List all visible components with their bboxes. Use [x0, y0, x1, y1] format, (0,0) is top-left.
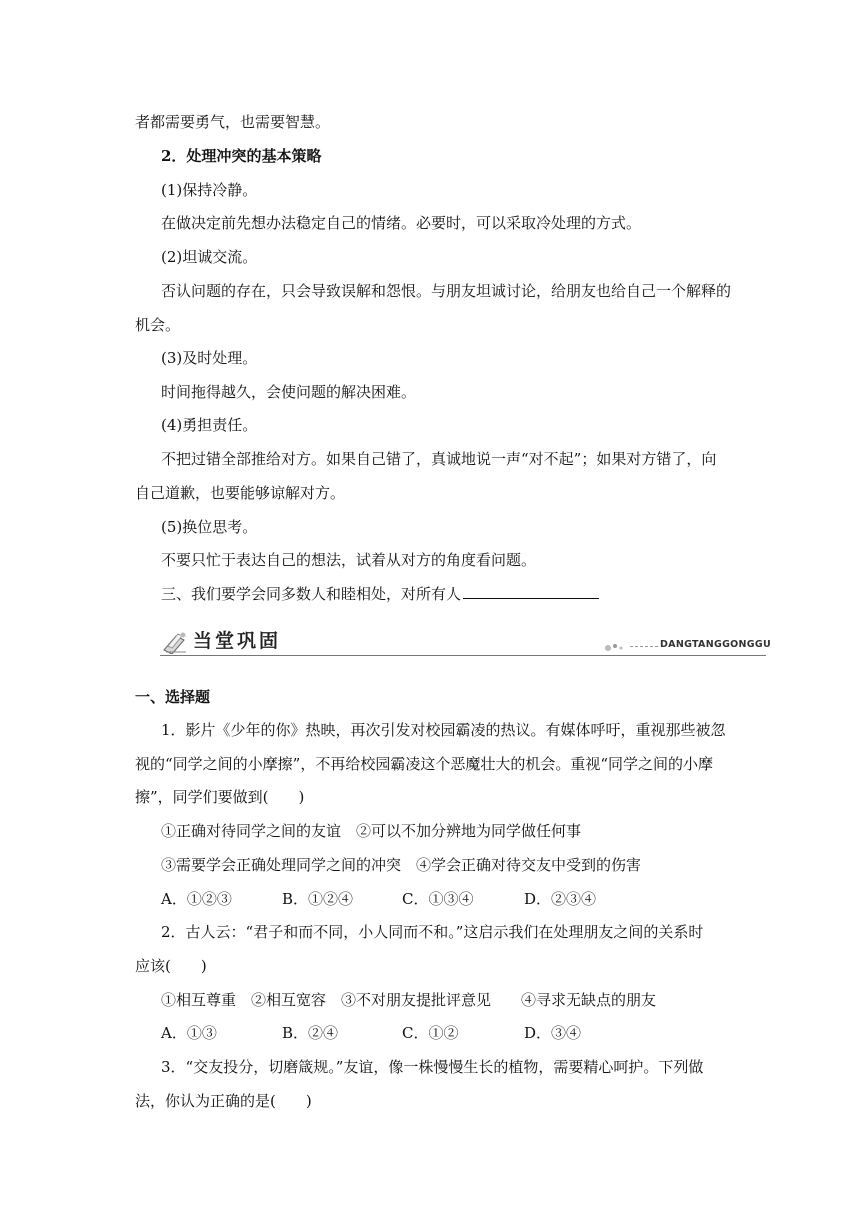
fill-blank[interactable]: [463, 584, 599, 599]
q2-stem-line2: 应该( ): [135, 957, 207, 975]
q1-options: [161, 889, 741, 909]
q2-option-a[interactable]: A．①③: [161, 1024, 217, 1042]
heading-strategies: 2．处理冲突的基本策略: [161, 147, 322, 165]
q2-option-d[interactable]: D．③④: [524, 1024, 582, 1042]
q2-option-c[interactable]: C．①②: [402, 1024, 459, 1042]
strategy-1-body: 在做决定前先想办法稳定自己的情绪。必要时，可以采取冷处理的方式。: [161, 214, 642, 232]
paragraph-continuation: 者都需要勇气，也需要智慧。: [135, 113, 331, 131]
q1-stem-line1: 1．影片《少年的你》热映，再次引发对校园霸凌的热议。有媒体呼吁，重视那些被忽: [161, 721, 726, 739]
q2-options: [161, 1023, 741, 1043]
q1-stem-line3: 擦”，同学们要做到( ): [135, 788, 305, 806]
strategy-4-body-line1: 不把过错全部推给对方。如果自己错了，真诚地说一声“对不起”；如果对方错了，向: [161, 450, 717, 468]
strategy-2-body-line1: 否认问题的存在，只会导致误解和怨恨。与朋友坦诚讨论，给朋友也给自己一个解释的: [161, 282, 732, 300]
q1-option-b[interactable]: B．①②④: [282, 890, 354, 908]
q1-stem-line2: 视的“同学之间的小摩擦”，不再给校园霸凌这个恶魔壮大的机会。重视“同学之间的小摩: [135, 755, 714, 773]
q1-option-a[interactable]: A．①②③: [161, 890, 232, 908]
q2-option-b[interactable]: B．②④: [282, 1024, 339, 1042]
q3-stem-line2: 法，你认为正确的是( ): [135, 1092, 312, 1110]
banner-title: 当堂巩固: [193, 630, 282, 652]
banner-divider: [160, 655, 766, 656]
strategy-4-body-line2: 自己道歉，也要能够谅解对方。: [135, 484, 346, 502]
section-title: 一、选择题: [135, 688, 211, 706]
q1-option-c[interactable]: C．①③④: [402, 890, 474, 908]
q3-stem-line1: 3．“交友投分，切磨箴规。”友谊，像一株慢慢生长的植物，需要精心呵护。下列做: [161, 1058, 704, 1076]
banner-subtitle: DANGTANGGONGGU: [660, 639, 771, 650]
section-banner: [160, 626, 771, 660]
strategy-3-body: 时间拖得越久，会使问题的解决困难。: [161, 383, 417, 401]
q1-option-d[interactable]: D．②③④: [524, 890, 597, 908]
strategy-1-title: (1)保持冷静。: [161, 181, 258, 199]
strategy-2-title: (2)坦诚交流。: [161, 248, 258, 266]
point-3: [161, 584, 741, 604]
strategy-5-body: 不要只忙于表达自己的想法，试着从对方的角度看问题。: [161, 551, 537, 569]
q2-stem-line1: 2．古人云：“君子和而不同，小人同而不和。”这启示我们在处理朋友之间的关系时: [161, 923, 704, 941]
banner-dash: [630, 646, 658, 647]
q2-items-line1: ①相互尊重 ②相互宽容 ③不对朋友提批评意见 ④寻求无缺点的朋友: [161, 991, 657, 1009]
q1-items-line2: ③需要学会正确处理同学之间的冲突 ④学会正确对待交友中受到的伤害: [161, 856, 642, 874]
pencil-book-icon: [162, 630, 188, 654]
point-3-text: 三、我们要学会同多数人和睦相处，对所有人: [161, 585, 462, 603]
strategy-3-title: (3)及时处理。: [161, 349, 258, 367]
q1-items-line1: ①正确对待同学之间的友谊 ②可以不加分辨地为同学做任何事: [161, 822, 582, 840]
strategy-4-title: (4)勇担责任。: [161, 416, 258, 434]
strategy-2-body-line2: 机会。: [135, 316, 181, 334]
strategy-5-title: (5)换位思考。: [161, 518, 258, 536]
